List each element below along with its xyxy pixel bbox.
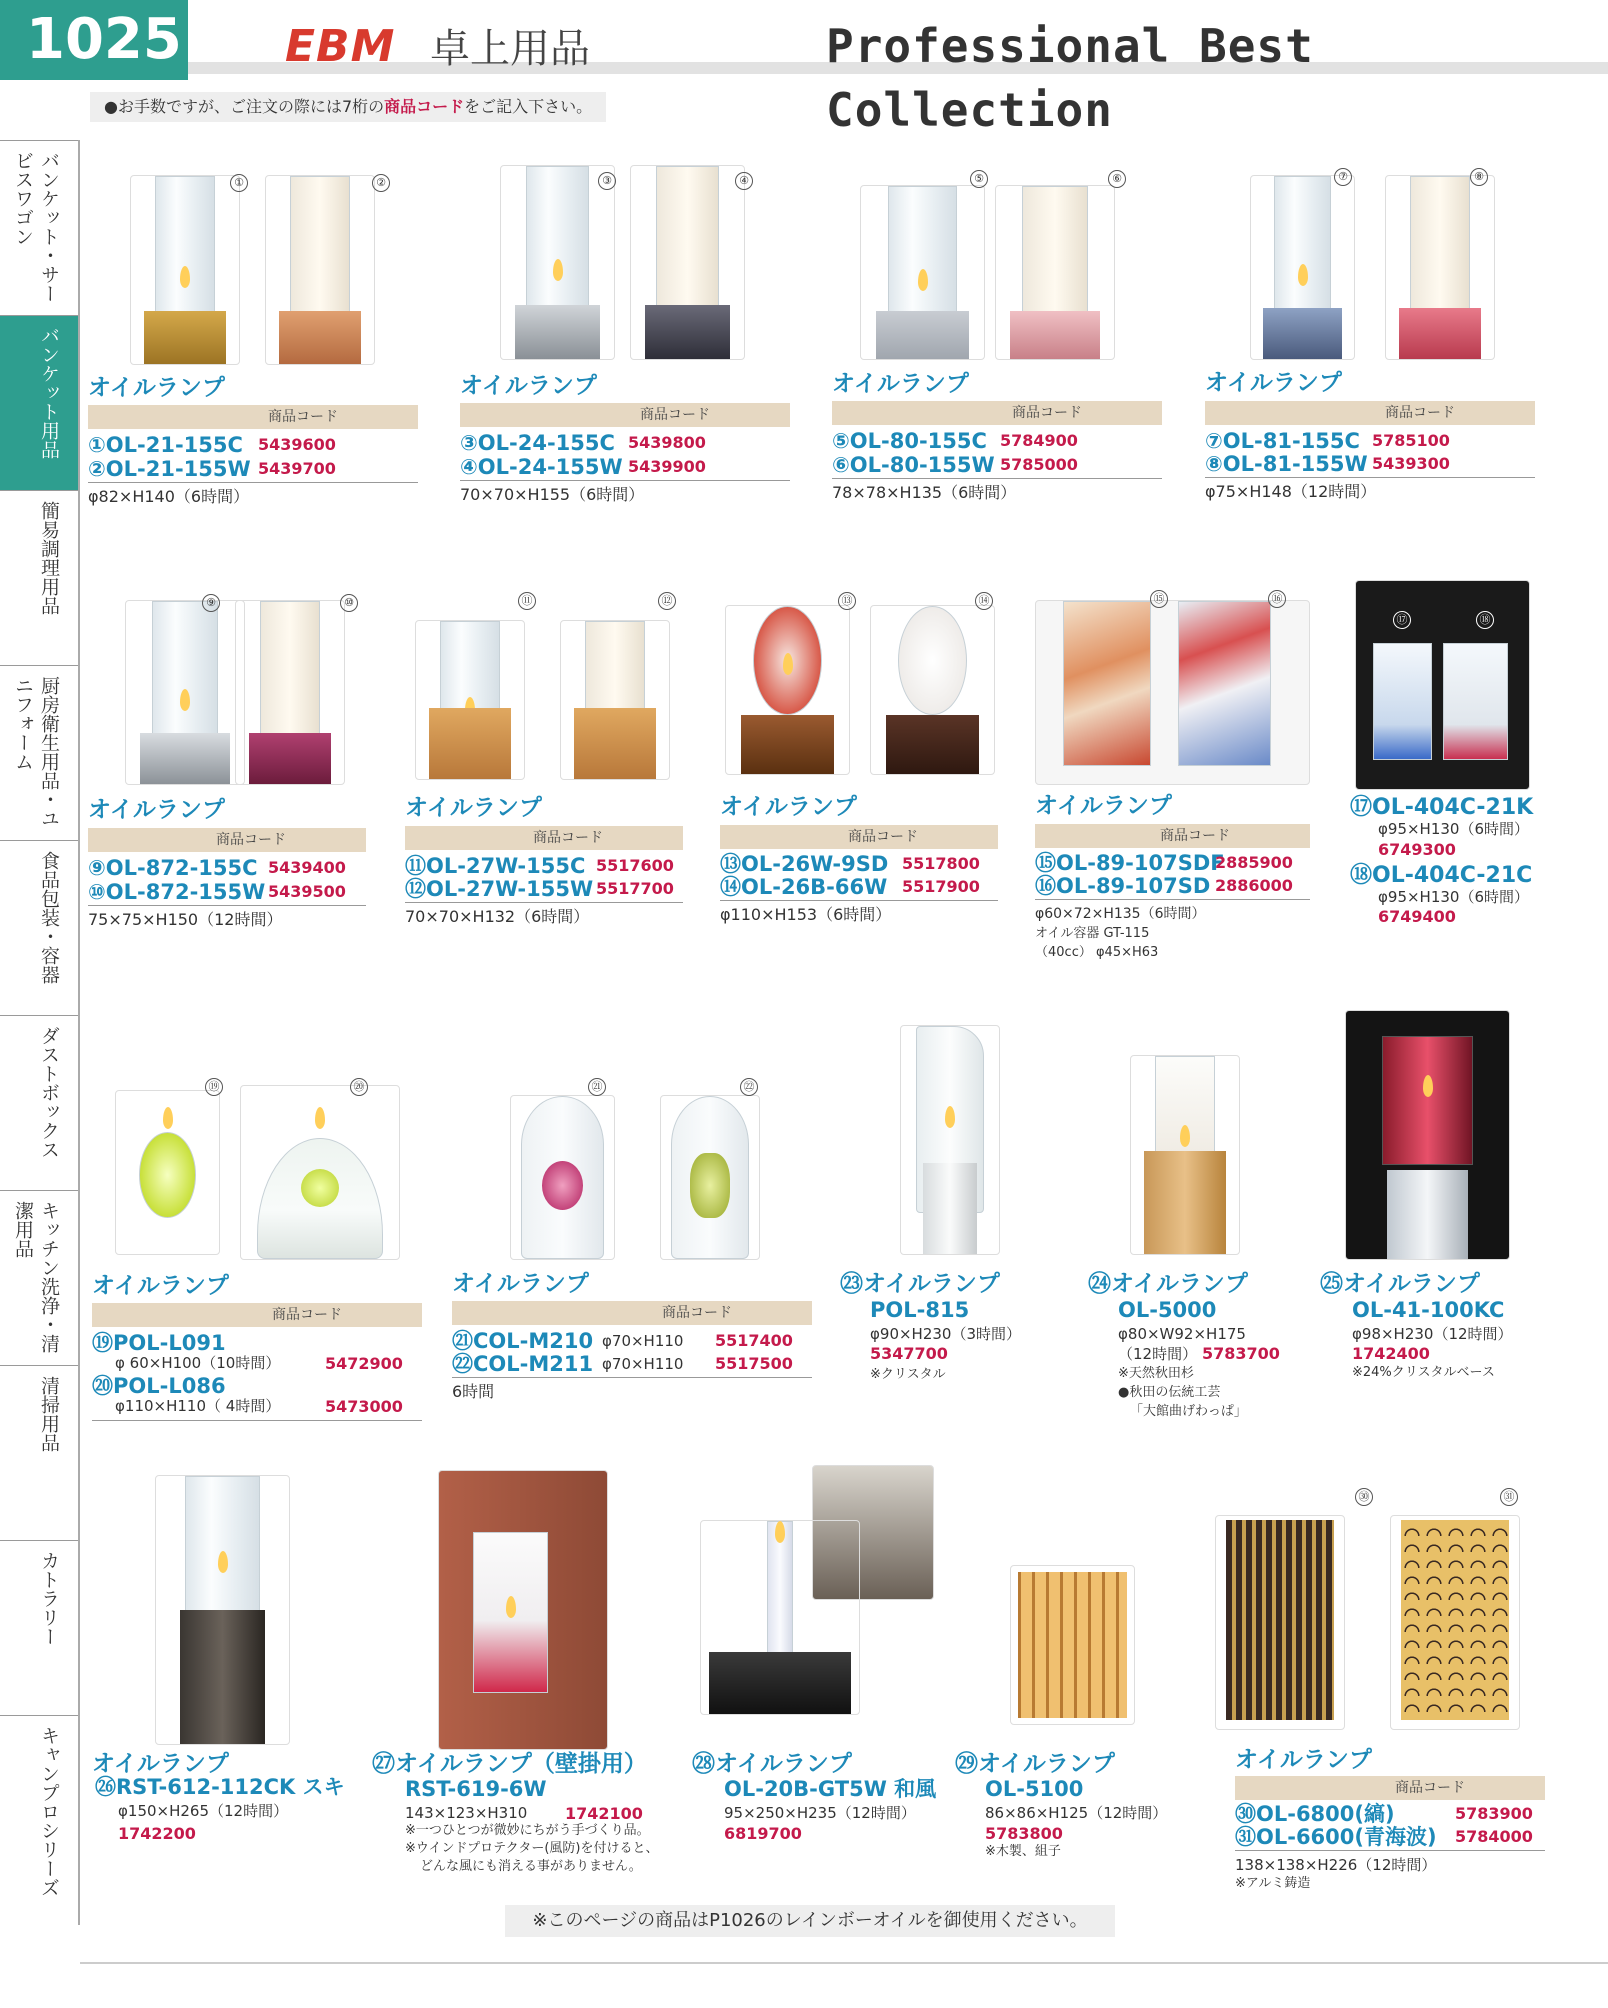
item-number: ⑮ [1150, 590, 1168, 608]
order-code: 6749300 [1378, 840, 1456, 859]
divider [405, 902, 683, 903]
product-code: ⑤OL-80-155C [832, 429, 987, 453]
item-number: ② [372, 174, 390, 192]
dimensions: φ110×H110（ 4時間） [115, 1397, 281, 1415]
sidebar-item-kitchen-hygiene[interactable]: 厨房衛生用品・ユニフォーム [0, 665, 78, 840]
product-code: ①OL-21-155C [88, 433, 243, 457]
product-name: オイルランプ [452, 1271, 589, 1297]
note: どんな風にも消える事がありません。 [420, 1859, 642, 1874]
order-code: 2886000 [1215, 876, 1293, 895]
product-image-2 [265, 175, 375, 365]
product-code: ㉛OL-6600(青海波) [1235, 1825, 1437, 1849]
product-image-9 [125, 600, 245, 785]
dimensions: （12時間） [1118, 1345, 1198, 1363]
product-image-20 [240, 1085, 400, 1260]
product-name: オイルランプ [88, 797, 225, 823]
product-image-21 [510, 1095, 615, 1260]
dimensions: φ70×H110 [602, 1332, 684, 1350]
brand-logo: EBM [285, 21, 396, 72]
product-image-12 [560, 620, 670, 780]
divider [1205, 477, 1535, 478]
product-code: OL-5000 [1118, 1298, 1217, 1322]
product-code: ㉒COL-M211 [452, 1352, 594, 1376]
code-header-bar: 商品コード [832, 401, 1162, 425]
notice-pre: ●お手数ですが、ご注文の際には7桁の [104, 97, 385, 116]
product-code: POL-815 [870, 1298, 970, 1322]
dimensions: 95×250×H235（12時間） [724, 1804, 916, 1822]
item-number: ⑲ [205, 1078, 223, 1096]
product-code: ⑦OL-81-155C [1205, 429, 1360, 453]
order-code: 5439700 [258, 459, 336, 478]
notice-post: をご記入下さい。 [464, 97, 593, 116]
item-number: ㉒ [740, 1078, 758, 1096]
note: オイル容器 GT-115 [1035, 926, 1150, 941]
product-image-13 [725, 605, 850, 775]
code-header-bar: 商品コード [452, 1301, 812, 1325]
product-name: ㉗オイルランプ（壁掛用） [372, 1751, 647, 1777]
item-number: ⑯ [1268, 590, 1286, 608]
product-image-1 [130, 175, 240, 365]
product-code: OL-41-100KC [1352, 1298, 1505, 1322]
order-code: 5785000 [1000, 455, 1078, 474]
product-code: ③OL-24-155C [460, 431, 615, 455]
product-image-28 [700, 1520, 860, 1715]
divider [88, 482, 418, 483]
note: ※ウインドプロテクター(風防)を付けると、 [405, 1841, 659, 1856]
sidebar-item-banquet-wagon[interactable]: バンケット・サービスワゴン [0, 140, 78, 315]
item-number: ⑩ [340, 594, 358, 612]
order-code: 2885900 [1215, 853, 1293, 872]
dimensions: φ95×H130（6時間） [1378, 888, 1530, 906]
item-number: ① [230, 174, 248, 192]
product-name: ㉙オイルランプ [955, 1751, 1115, 1777]
code-header-bar: 商品コード [88, 405, 418, 429]
section-title: 卓上用品 [430, 26, 590, 72]
product-code: ⑨OL-872-155C [88, 856, 258, 880]
order-code: 5517700 [596, 879, 674, 898]
bottom-rule [80, 1962, 1608, 1964]
product-code: ⑭OL-26B-66W [720, 875, 888, 899]
dimensions: φ82×H140（6時間） [88, 487, 250, 506]
item-number: ④ [735, 172, 753, 190]
product-code: ⑯OL-89-107SD [1035, 874, 1211, 898]
product-name: オイルランプ [720, 794, 857, 820]
product-image-4 [630, 165, 745, 360]
item-number: ⑤ [970, 170, 988, 188]
order-code: 5439900 [628, 457, 706, 476]
note: ※アルミ鋳造 [1235, 1876, 1311, 1891]
product-code: ⑩OL-872-155W [88, 880, 266, 904]
order-code: 5784000 [1455, 1827, 1533, 1846]
order-code: 1742200 [118, 1824, 196, 1843]
dimensions: 86×86×H125（12時間） [985, 1804, 1168, 1822]
product-image-23 [900, 1025, 1000, 1255]
product-image-27 [438, 1470, 608, 1750]
product-code: ⑱OL-404C-21C [1350, 863, 1533, 888]
dimensions: 75×75×H150（12時間） [88, 910, 283, 929]
code-header-bar: 商品コード [92, 1303, 422, 1327]
order-code: 5785100 [1372, 431, 1450, 450]
item-number: ⑬ [838, 592, 856, 610]
code-header-bar: 商品コード [1035, 824, 1310, 848]
item-number: ⑫ [658, 592, 676, 610]
product-code: ⑮OL-89-107SDF [1035, 851, 1225, 875]
product-image-31 [1390, 1515, 1520, 1730]
product-image-22 [660, 1095, 760, 1260]
product-code: ⑫OL-27W-155W [405, 877, 594, 901]
order-code: 1742400 [1352, 1344, 1430, 1363]
product-code: ②OL-21-155W [88, 457, 251, 481]
note: ※木製、組子 [985, 1844, 1061, 1859]
order-code: 5439500 [268, 882, 346, 901]
order-code: 5472900 [325, 1354, 403, 1373]
order-code: 5783700 [1202, 1344, 1280, 1363]
dimensions: φ110×H153（6時間） [720, 905, 892, 924]
code-header-bar: 商品コード [1205, 401, 1535, 425]
note: ※クリスタル [870, 1367, 946, 1382]
product-name: オイルランプ [1035, 793, 1172, 819]
sidebar-item-kitchen-cleaning[interactable]: キッチン洗浄・清潔用品 [0, 1190, 78, 1365]
order-code: 5439800 [628, 433, 706, 452]
dimensions: φ98×H230（12時間） [1352, 1325, 1513, 1343]
sidebar-item-banquet-goods[interactable]: バンケット用品 [0, 315, 78, 490]
dimensions: φ80×W92×H175 [1118, 1325, 1246, 1343]
footer-notice: ※このページの商品はP1026のレインボーオイルを御使用ください。 [505, 1905, 1115, 1937]
code-header-bar: 商品コード [88, 828, 366, 852]
order-code: 5439600 [258, 435, 336, 454]
note: ※天然秋田杉 [1118, 1366, 1194, 1381]
product-name: ㉘オイルランプ [692, 1751, 852, 1777]
product-code: OL-5100 [985, 1777, 1084, 1801]
dimensions: 70×70×H132（6時間） [405, 907, 590, 926]
product-name: オイルランプ [1235, 1747, 1372, 1773]
item-number: ⑧ [1470, 168, 1488, 186]
product-image-3 [500, 165, 615, 360]
product-image-8 [1385, 175, 1495, 360]
order-code: 5517900 [902, 877, 980, 896]
dimensions: φ60×72×H135（6時間） [1035, 906, 1206, 922]
divider [452, 1377, 812, 1378]
product-name: ㉕オイルランプ [1320, 1271, 1480, 1297]
product-code: ㉑COL-M210 [452, 1329, 594, 1353]
order-code: 5783900 [1455, 1804, 1533, 1823]
order-code: 6819700 [724, 1824, 802, 1843]
product-image-15-16 [1035, 600, 1310, 785]
order-code: 5473000 [325, 1397, 403, 1416]
order-code: 5439400 [268, 858, 346, 877]
item-number: ⑭ [975, 592, 993, 610]
product-image-26 [155, 1475, 290, 1745]
code-header-bar: 商品コード [460, 403, 790, 427]
note: （40cc） φ45×H63 [1035, 945, 1159, 960]
order-code: 5517800 [902, 854, 980, 873]
product-image-17-18 [1355, 580, 1530, 790]
item-number: ⑨ [202, 594, 220, 612]
dimensions: 70×70×H155（6時間） [460, 485, 645, 504]
note: ※一つひとつが微妙にちがう手づくり品。 [405, 1823, 650, 1838]
collection-title: Professional Best Collection [826, 19, 1314, 137]
product-name: オイルランプ [92, 1751, 229, 1777]
dimensions: φ70×H110 [602, 1355, 684, 1373]
order-notice [90, 92, 606, 122]
item-number: ㉚ [1355, 1488, 1373, 1506]
item-number: ㉑ [588, 1078, 606, 1096]
sidebar-item-simple-cooking[interactable]: 簡易調理用品 [0, 490, 78, 665]
dimensions: 138×138×H226（12時間） [1235, 1856, 1437, 1874]
product-image-25 [1345, 1010, 1510, 1260]
dimensions: φ95×H130（6時間） [1378, 820, 1530, 838]
sidebar-item-food-packaging[interactable]: 食品包装・容器 [0, 840, 78, 1015]
product-name: オイルランプ [405, 795, 542, 821]
category-sidebar [0, 140, 80, 1925]
divider [1235, 1850, 1545, 1851]
divider [1035, 899, 1310, 900]
order-code: 5517600 [596, 856, 674, 875]
order-code: 5517500 [715, 1354, 793, 1373]
notice-emphasis: 商品コード [384, 97, 465, 116]
product-name: ㉓オイルランプ [840, 1271, 1000, 1297]
dimensions: 6時間 [452, 1382, 495, 1401]
product-image-10 [235, 600, 345, 785]
divider [720, 900, 998, 901]
product-code: OL-20B-GT5W 和風 [724, 1777, 937, 1801]
order-code: 5517400 [715, 1331, 793, 1350]
sidebar-item-cutlery[interactable]: カトラリー [0, 1540, 78, 1715]
item-number: ⑳ [350, 1078, 368, 1096]
product-code: ④OL-24-155W [460, 455, 623, 479]
dimensions: 78×78×H135（6時間） [832, 483, 1017, 502]
order-code: 5784900 [1000, 431, 1078, 450]
product-code: ⑲POL-L091 [92, 1331, 226, 1355]
sidebar-item-campro[interactable]: キャンプロシリーズ [0, 1715, 78, 1925]
product-code: ⑪OL-27W-155C [405, 854, 586, 878]
order-code: 1742100 [565, 1804, 643, 1823]
product-image-7 [1250, 175, 1355, 360]
product-code: ㉚OL-6800(縞) [1235, 1802, 1395, 1826]
order-code: 5347700 [870, 1344, 948, 1363]
product-image-24 [1130, 1055, 1240, 1255]
dimensions: φ90×H230（3時間） [870, 1325, 1022, 1343]
item-number: ㉛ [1500, 1488, 1518, 1506]
product-code: ⑳POL-L086 [92, 1374, 226, 1398]
divider [88, 905, 366, 906]
item-number: ⑦ [1334, 168, 1352, 186]
item-number: ⑪ [518, 592, 536, 610]
order-code: 5439300 [1372, 454, 1450, 473]
sidebar-item-cleaning[interactable]: 清掃用品 [0, 1365, 78, 1540]
divider [92, 1420, 422, 1421]
code-header-bar: 商品コード [1235, 1776, 1545, 1800]
divider [832, 478, 1162, 479]
product-name: オイルランプ [460, 373, 597, 399]
code-header-bar: 商品コード [405, 826, 683, 850]
product-image-11 [415, 620, 525, 780]
product-name: オイルランプ [92, 1273, 229, 1299]
product-code: RST-619-6W [405, 1777, 547, 1801]
order-code: 5783800 [985, 1824, 1063, 1843]
item-number: ⑱ [1476, 611, 1494, 629]
product-name: オイルランプ [88, 375, 225, 401]
product-image-6 [995, 185, 1115, 360]
page-number: 1025 [0, 0, 188, 80]
dimensions: φ150×H265（12時間） [118, 1802, 289, 1820]
item-number: ⑥ [1108, 170, 1126, 188]
item-number: ③ [598, 172, 616, 190]
product-code: ⑬OL-26W-9SD [720, 852, 889, 876]
product-image-30 [1215, 1515, 1345, 1730]
product-image-5 [860, 185, 985, 360]
note: ●秋田の伝統工芸 [1118, 1385, 1221, 1400]
item-number: ⑰ [1393, 611, 1411, 629]
product-code: ⑥OL-80-155W [832, 453, 995, 477]
product-name: オイルランプ [832, 371, 969, 397]
note: ※24%クリスタルベース [1352, 1365, 1495, 1380]
dimensions: 143×123×H310 [405, 1804, 528, 1822]
dimensions: φ 60×H100（10時間） [115, 1354, 281, 1372]
code-header-bar: 商品コード [720, 825, 998, 849]
product-image-29 [1010, 1565, 1135, 1725]
sidebar-item-dustbox[interactable]: ダストボックス [0, 1015, 78, 1190]
divider [460, 480, 790, 481]
product-code: ⑧OL-81-155W [1205, 452, 1368, 476]
dimensions: φ75×H148（12時間） [1205, 482, 1377, 501]
product-name: オイルランプ [1205, 370, 1342, 396]
product-name: ㉔オイルランプ [1088, 1271, 1248, 1297]
note: 「大館曲げわっぱ」 [1130, 1404, 1247, 1419]
product-code: ㉖RST-612-112CK スキ [95, 1775, 345, 1799]
product-image-19 [115, 1090, 220, 1255]
order-code: 6749400 [1378, 907, 1456, 926]
product-image-14 [870, 605, 995, 775]
product-code: ⑰OL-404C-21K [1350, 795, 1534, 820]
